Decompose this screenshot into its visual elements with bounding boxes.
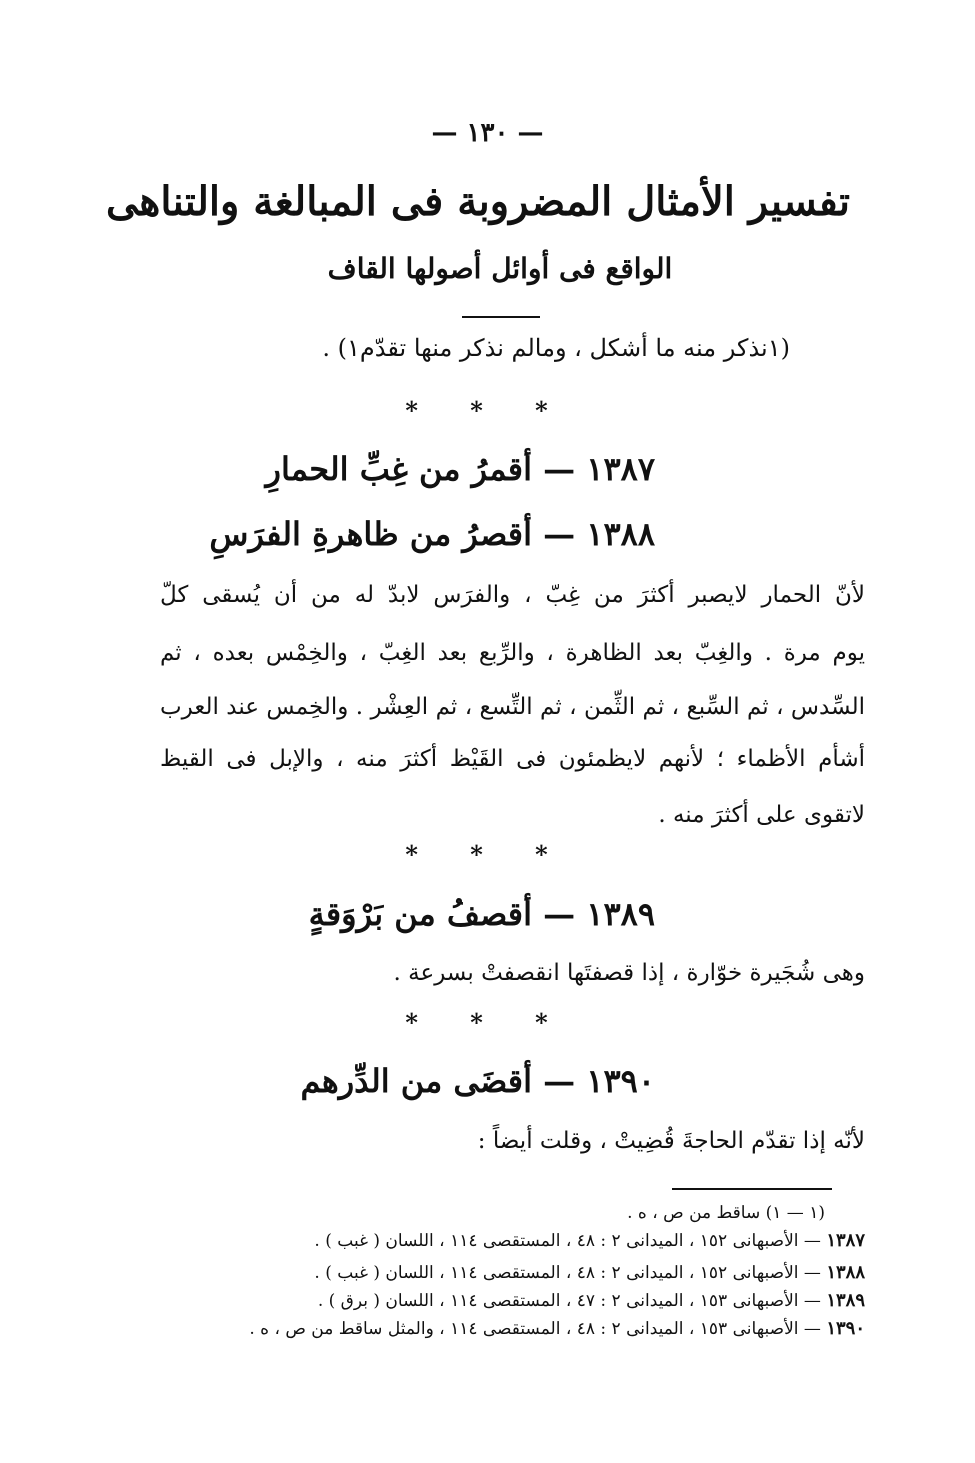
footnote-line <box>627 1203 825 1223</box>
section-separator: * * * <box>405 1008 570 1037</box>
footnote-number: ١٣٨٧ <box>826 1230 865 1251</box>
footnote-line <box>314 1262 865 1283</box>
section-separator: * * * <box>405 840 570 869</box>
footnote-number: ١٣٩٠ <box>826 1318 865 1339</box>
footnote-line <box>318 1290 865 1311</box>
footnote-number: ١٣٨٩ <box>826 1290 865 1311</box>
proverb-heading-1390: ١٣٩٠ — أقضَى من الدِّرهم <box>300 1062 655 1100</box>
body-text-line: أشأم الأظماء ؛ لأنهم لايظمئون فى القَيْظ أكثرَ منه ، والإبل فى القيظ <box>160 746 865 772</box>
footnote-line <box>249 1318 865 1339</box>
proverb-heading-1387: ١٣٨٧ — أقمرُ من غِبِّ الحمارِ <box>265 450 655 488</box>
page-subtitle: الواقع فى أوائل أصولها القاف <box>327 252 673 285</box>
title-divider <box>462 316 540 318</box>
section-separator: * * * <box>405 396 570 425</box>
footnote-line <box>314 1230 865 1251</box>
page-title: تفسير الأمثال المضروبة فى المبالغة والتناهى <box>105 178 850 225</box>
body-text-line: وهى شُجَيرة خوّارة ، إذا قصفتَها انقصفتْ بسرعة . <box>393 960 865 986</box>
proverb-heading-1389: ١٣٨٩ — أقصفُ من بَرْوَقةٍ <box>308 895 655 933</box>
body-text-line: يوم مرة . والغِبّ بعد الظاهرة ، والرِّبع بعد الغِبّ ، والخِمْس بعده ، ثم <box>160 640 865 666</box>
footnote-text: — الأصبهانى ١٥٢ ، الميدانى ٢ : ٤٨ ، المستقصى ١١٤ ، اللسان ( غبب ) . <box>314 1231 821 1251</box>
body-text-line: السِّدس ، ثم السِّبع ، ثم الثِّمن ، ثم التِّسع ، ثم العِشْر . والخِمس عند العرب <box>160 694 865 720</box>
footnote-divider <box>672 1188 832 1190</box>
footnote-number: ١٣٨٨ <box>826 1262 865 1283</box>
page-number: — ١٣٠ — <box>431 118 544 148</box>
footnote-text: — الأصبهانى ١٥٢ ، الميدانى ٢ : ٤٨ ، المستقصى ١١٤ ، اللسان ( غبب ) . <box>314 1263 821 1283</box>
body-text-line: لأنّ الحمار لايصبر أكثرَ من غِبّ ، والفرَس لابدّ له من أن يُسقى كلّ <box>160 582 865 608</box>
body-text-line: لاتقوى على أكثرَ منه . <box>658 802 865 828</box>
body-text-line: لأنّه إذا تقدّم الحاجةَ قُضِيتْ ، وقلت أيضاً : <box>477 1128 865 1154</box>
proverb-heading-1388: ١٣٨٨ — أقصرُ من ظاهرةِ الفرَسِ <box>209 515 655 553</box>
intro-note: (١نذكر منه ما أشكل ، ومالم نذكر منها تقدّم١) . <box>322 334 790 362</box>
footnote-text: — الأصبهانى ١٥٣ ، الميدانى ٢ : ٤٨ ، المستقصى ١١٤ ، والمثل ساقط من ص ، ه . <box>249 1319 821 1339</box>
footnote-text: (١ — ١) ساقط من ص ، ه . <box>627 1203 825 1223</box>
footnote-text: — الأصبهانى ١٥٣ ، الميدانى ٢ : ٤٧ ، المستقصى ١١٤ ، اللسان ( برق ) . <box>317 1291 821 1311</box>
